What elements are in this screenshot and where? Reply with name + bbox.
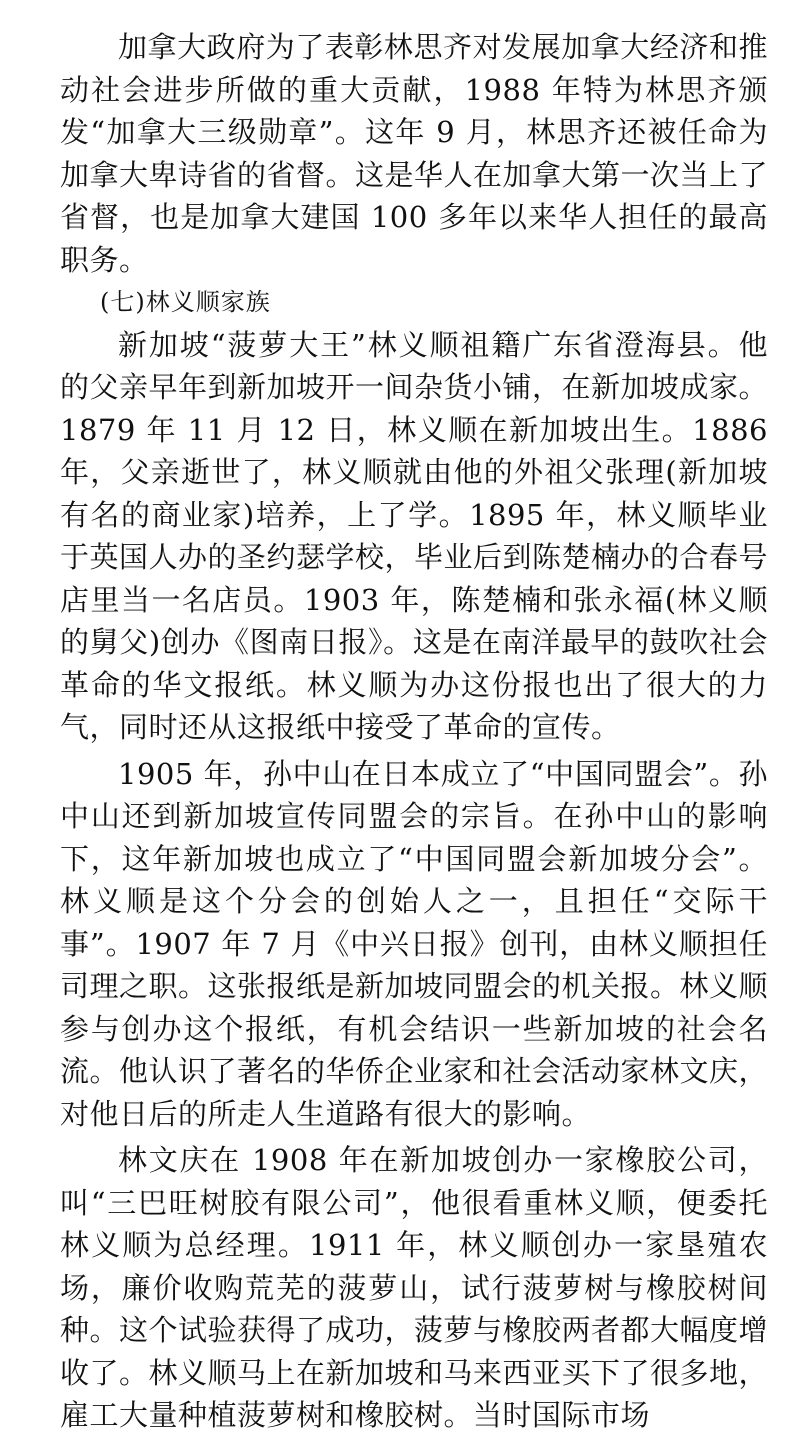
paragraph-canada-honor: 加拿大政府为了表彰林思齐对发展加拿大经济和推动社会进步所做的重大贡献，1988 年特为林思齐颁发“加拿大三级勋章”。这年 9 月，林思齐还被任命为加拿大卑诗省的省督。这是华人在加拿大第一次当上了省督，也是加拿大建国 100 多年以来华人担任的最高职务。	[60, 30, 769, 277]
section-heading-lin-yishun-family: (七)林义顺家族	[100, 288, 271, 316]
paragraph-tongmenghui: 1905 年，孙中山在日本成立了“中国同盟会”。孙中山还到新加坡宣传同盟会的宗旨。在孙中山的影响下，这年新加坡也成立了“中国同盟会新加坡分会”。林义顺是这个分会的创始人之一，且担任“交际干事”。1907 年 7 月《中兴日报》创刊，由林义顺担任司理之职。这张报纸是新加坡同盟会的机关报。林义顺参与创办这个报纸，有机会结识一些新加坡的社会名流。他认识了著名的华侨企业家和社会活动家林文庆，对他日后的所走人生道路有很大的影响。	[60, 756, 769, 1131]
paragraph-rubber-company: 林文庆在 1908 年在新加坡创办一家橡胶公司，叫“三巴旺树胶有限公司”，他很看重林义顺，便委托林义顺为总经理。1911 年，林义顺创办一家垦殖农场，廉价收购荒芜的菠萝山，试行菠萝树与橡胶树间种。这个试验获得了成功，菠萝与橡胶两者都大幅度增收了。林义顺马上在新加坡和马来西亚买下了很多地，雇工大量种植菠萝树和橡胶树。当时国际市场	[60, 1143, 769, 1432]
document-page	[60, 26, 768, 1437]
paragraph-lin-yishun-early-life: 新加坡“菠萝大王”林义顺祖籍广东省澄海县。他的父亲早年到新加坡开一间杂货小铺，在新加坡成家。1879 年 11 月 12 日，林义顺在新加坡出生。1886 年，父亲逝世了，林义顺就由他的外祖父张理(新加坡有名的商业家)培养，上了学。1895 年，林义顺毕业于英国人办的圣约瑟学校，毕业后到陈楚楠办的合春号店里当一名店员。1903 年，陈楚楠和张永福(林义顺的舅父)创办《图南日报》。这是在南洋最早的鼓吹社会革命的华文报纸。林义顺为办这份报也出了很大的力气，同时还从这报纸中接受了革命的宣传。	[60, 327, 769, 744]
